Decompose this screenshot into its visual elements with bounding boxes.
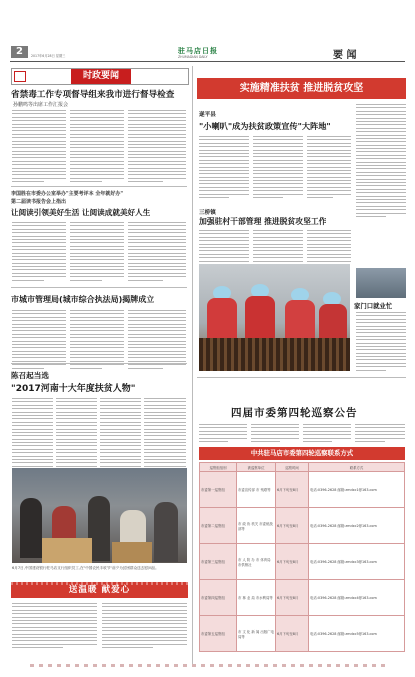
- table-cell: 市 文 化 新 闻 出版广电局等: [237, 616, 276, 652]
- article-3-body-col2: [70, 310, 124, 371]
- article-1-title: 省禁毒工作专项督导组来我市进行督导检查: [11, 90, 175, 100]
- divider: [197, 377, 406, 378]
- article-b2-body: [199, 230, 249, 267]
- page-number-badge: 2: [11, 46, 28, 58]
- table-row: [200, 508, 405, 544]
- notice-title: 四届市委第四轮巡察公告: [231, 407, 358, 419]
- article-4-title-line1: 陈召起当选: [11, 371, 49, 380]
- table-cell: 6月下旬至8月: [276, 580, 309, 616]
- column-divider: [192, 66, 193, 664]
- article-3-title: 市城市管理局(城市综合执法局)揭牌成立: [11, 295, 155, 304]
- bottom-banner-body: [12, 603, 97, 650]
- bottom-banner: [11, 582, 188, 598]
- article-3-body: [12, 310, 66, 371]
- article-2-kicker: 李国胜在市委办公室举办"主要考评本 全年就好办": [11, 191, 123, 197]
- bottom-banner-body-col2: [102, 603, 187, 650]
- date-line: 2017年6月28日 星期三: [31, 54, 66, 58]
- table-cell: 市 人 防 办 市 体育局 市供销社: [237, 544, 276, 580]
- masthead-subline: ZHUMADIAN DAILY: [178, 55, 208, 59]
- article-b2-title: 加强驻村干部管理 推进脱贫攻坚工作: [199, 217, 327, 226]
- bottom-banner-label: 送温暖 献爱心: [68, 585, 131, 595]
- article-3-body-col3: [128, 310, 186, 371]
- notice-body-col2: [251, 424, 299, 444]
- article-2-body-col3: [128, 222, 186, 283]
- news-photo: [12, 468, 187, 563]
- section-title: 要 闻: [333, 50, 357, 61]
- article-b1-kicker: 遂平县: [199, 112, 216, 118]
- column-banner: [11, 68, 189, 85]
- table-cell: 电话:0396-2628 邮箱:zmdxc4@163.com: [309, 580, 405, 616]
- table-cell: 市委第五巡察组: [200, 616, 237, 652]
- article-1-body-col3: [128, 110, 186, 185]
- article-b2-body-col3: [307, 230, 351, 267]
- table-row: [200, 472, 405, 508]
- divider: [11, 363, 187, 364]
- table-cell: 市 林 业 局 市水利局等: [237, 580, 276, 616]
- table-cell: 电话:0396-2628 邮箱:zmdxc2@163.com: [309, 508, 405, 544]
- poverty-banner-label: 实施精准扶贫 推进脱贫攻坚: [239, 83, 364, 94]
- table-cell: 电话:0396-2628 邮箱:zmdxc3@163.com: [309, 544, 405, 580]
- article-b2-body-col2: [253, 230, 303, 267]
- table-cell: 6月下旬至8月: [276, 616, 309, 652]
- article-b1-body-col3: [307, 136, 351, 200]
- table-cell: 市委第三巡察组: [200, 544, 237, 580]
- article-1-body-col2: [70, 110, 124, 185]
- side-photo: [356, 268, 406, 298]
- table-row: [200, 580, 405, 616]
- article-1-subtitle: 孙鹏鸣等出席工作汇报会: [13, 102, 69, 108]
- notice-body-col3: [303, 424, 351, 444]
- footer-ornament: [30, 664, 385, 667]
- notice-body-col4: [355, 424, 405, 444]
- masthead-rule: [10, 61, 405, 62]
- article-4-title-line2: "2017河南十大年度扶贫人物": [11, 384, 136, 394]
- table-cell: 市 政 协 机关 市委统战部等: [237, 508, 276, 544]
- table-cell: 市委第二巡察组: [200, 508, 237, 544]
- article-b1-body-col2: [253, 136, 303, 200]
- article-b1-title: "小喇叭"成为扶贫政策宣传"大阵地": [199, 121, 331, 131]
- contact-table: [199, 462, 405, 652]
- table-header-cell: 巡察时间: [276, 463, 309, 472]
- table-header-cell: 被巡察单位: [237, 463, 276, 472]
- notice-body: [199, 424, 247, 444]
- article-2-body-col2: [70, 222, 124, 283]
- table-row: [200, 616, 405, 652]
- article-2-title: 让阅读引领美好生活 让阅读成就美好人生: [11, 208, 151, 217]
- column-banner-label: 时政要闻: [71, 69, 131, 84]
- table-cell: 6月下旬至8月: [276, 508, 309, 544]
- article-2-kicker-2: 第二届读书报告会上指出: [11, 199, 67, 205]
- table-row: [200, 544, 405, 580]
- factory-photo: [199, 264, 350, 371]
- photo-caption: 6月7日,中国建设银行驻马店支行组织员工,在"中国农民丰收节"前夕为贫困群众送去慰问品。: [12, 566, 159, 570]
- table-header-cell: 巡察组组别: [200, 463, 237, 472]
- article-2-body: [12, 222, 66, 283]
- table-cell: 市委第一巡察组: [200, 472, 237, 508]
- table-cell: 市委宣传部 市 残联等: [237, 472, 276, 508]
- poverty-banner: [197, 78, 406, 99]
- table-header-cell: 联系方式: [309, 463, 405, 472]
- side-body: [356, 312, 406, 373]
- contact-table-header: 中共驻马店市委第四轮巡察联系方式: [199, 447, 405, 460]
- table-cell: 市委第四巡察组: [200, 580, 237, 616]
- article-b1-body: [199, 136, 249, 200]
- article-b2-kicker: 三桥镇: [199, 210, 216, 216]
- divider: [11, 186, 187, 187]
- table-cell: 6月下旬至8月: [276, 544, 309, 580]
- table-cell: 6月下旬至8月: [276, 472, 309, 508]
- side-title: 家门口就业忙: [354, 302, 393, 310]
- divider: [11, 287, 187, 288]
- table-cell: 电话:0396-2628 邮箱:zmdxc1@163.com: [309, 472, 405, 508]
- article-1-body: [12, 110, 66, 185]
- article-b1-body-col4: [356, 104, 406, 219]
- table-cell: 电话:0396-2628 邮箱:zmdxc5@163.com: [309, 616, 405, 652]
- masthead-logo: 驻马店日报: [178, 47, 218, 55]
